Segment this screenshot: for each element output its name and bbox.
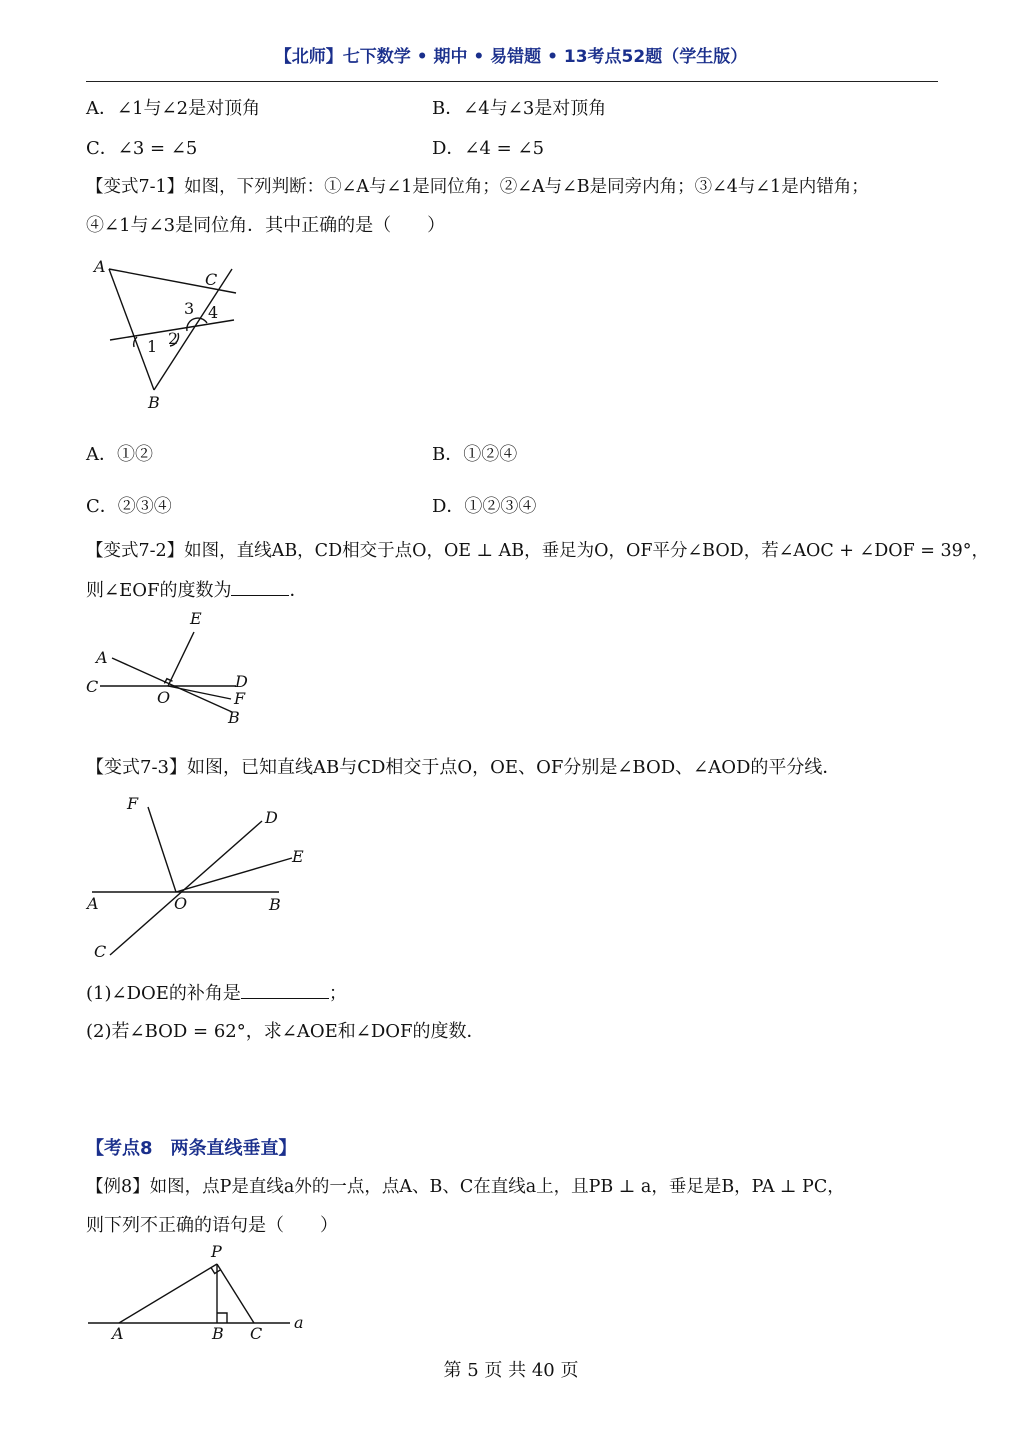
v73-label-c: C [94, 942, 107, 961]
v71-label-2: 2 [168, 329, 179, 348]
v71-label-b: B [148, 393, 160, 412]
v72-label-b: B [228, 708, 240, 727]
ex8-figure [86, 1240, 326, 1345]
v73-label-d: D [265, 808, 278, 827]
v71-line-ab [109, 269, 154, 390]
ex8-question-line1: 【例8】如图，点P是直线a外的一点，点A、B、C在直线a上，且PB ⊥ a，垂足是B，PA ⊥ PC， [86, 1177, 845, 1197]
header-rule [86, 81, 938, 82]
v73-question-line1: 【变式7-3】如图，已知直线AB与CD相交于点O，OE、OF分别是∠BOD、∠AOD的平分线． [86, 757, 841, 778]
v72-label-a: A [96, 648, 108, 667]
v72-ray-oe [168, 632, 194, 686]
v73-ray-of [148, 807, 176, 892]
v73-label-e: E [292, 847, 304, 866]
v73-label-o: O [174, 894, 188, 913]
v72-line2-text: 则∠EOF的度数为 [86, 580, 232, 601]
ex8-label-a: A [112, 1324, 124, 1343]
ex8-segment-pa [119, 1264, 217, 1323]
v71-label-c: C [205, 270, 218, 289]
v73-label-b: B [269, 895, 281, 914]
v72-label-c: C [86, 677, 99, 696]
v71-option-a: A．①② [86, 444, 153, 465]
section-8-title: 【考点8 两条直线垂直】 [86, 1138, 297, 1159]
ex8-label-line-a: a [294, 1313, 304, 1332]
v71-label-4: 4 [208, 303, 219, 322]
prev-option-d: D．∠4 = ∠5 [432, 138, 545, 159]
v71-label-1: 1 [147, 337, 158, 356]
v73-ray-oe [176, 858, 292, 892]
v73-sub1-text: (1)∠DOE的补角是 [86, 983, 241, 1004]
v71-option-d: D．①②③④ [432, 496, 537, 517]
page-footer: 第 5 页 共 40 页 [443, 1360, 579, 1381]
ex8-label-c: C [250, 1324, 263, 1343]
v72-answer-blank [231, 594, 289, 596]
ex8-segment-pc [217, 1264, 254, 1323]
v71-question-line1: 【变式7-1】如图，下列判断：①∠A与∠1是同位角；②∠A与∠B是同旁内角；③∠4与∠1是内错角； [86, 177, 869, 197]
v73-label-a: A [87, 894, 99, 913]
v73-sub1 [86, 979, 347, 1005]
v72-line2-end: ． [289, 580, 308, 601]
prev-option-a: A．∠1与∠2是对顶角 [86, 98, 261, 119]
ex8-question-line2: 则下列不正确的语句是（ ） [86, 1215, 338, 1236]
v71-figure [86, 255, 256, 415]
v73-sub1-end: ； [328, 983, 347, 1004]
v71-label-a: A [94, 257, 106, 276]
v72-question-line2 [86, 576, 307, 602]
v71-label-3: 3 [184, 299, 195, 318]
v72-label-d: D [235, 672, 248, 691]
ex8-right-angle-b [217, 1313, 227, 1323]
v73-figure [86, 795, 316, 965]
page-header: 【北师】七下数学 • 期中 • 易错题 • 13考点52题（学生版） [274, 47, 748, 67]
v73-sub1-blank [241, 997, 329, 999]
ex8-label-b: B [212, 1324, 224, 1343]
v72-line-ab [112, 658, 232, 712]
ex8-label-p: P [211, 1242, 222, 1261]
v71-line-bc [154, 269, 232, 390]
v72-question-line1: 【变式7-2】如图，直线AB，CD相交于点O，OE ⊥ AB，垂足为O，OF平分∠BOD，若∠AOC + ∠DOF = 39°， [86, 541, 990, 561]
v73-line-cd [110, 821, 262, 955]
v73-label-f: F [127, 794, 139, 813]
v72-label-o: O [157, 688, 171, 707]
prev-option-b: B．∠4与∠3是对顶角 [432, 98, 607, 119]
v71-question-line2: ④∠1与∠3是同位角．其中正确的是（ ） [86, 215, 446, 236]
v72-figure [86, 606, 266, 731]
v71-option-c: C．②③④ [86, 496, 172, 517]
v72-label-f: F [234, 689, 246, 708]
v72-label-e: E [190, 609, 202, 628]
prev-option-c: C．∠3 = ∠5 [86, 138, 198, 159]
v71-option-b: B．①②④ [432, 444, 518, 465]
v73-sub2: (2)若∠BOD = 62°，求∠AOE和∠DOF的度数． [86, 1021, 485, 1042]
